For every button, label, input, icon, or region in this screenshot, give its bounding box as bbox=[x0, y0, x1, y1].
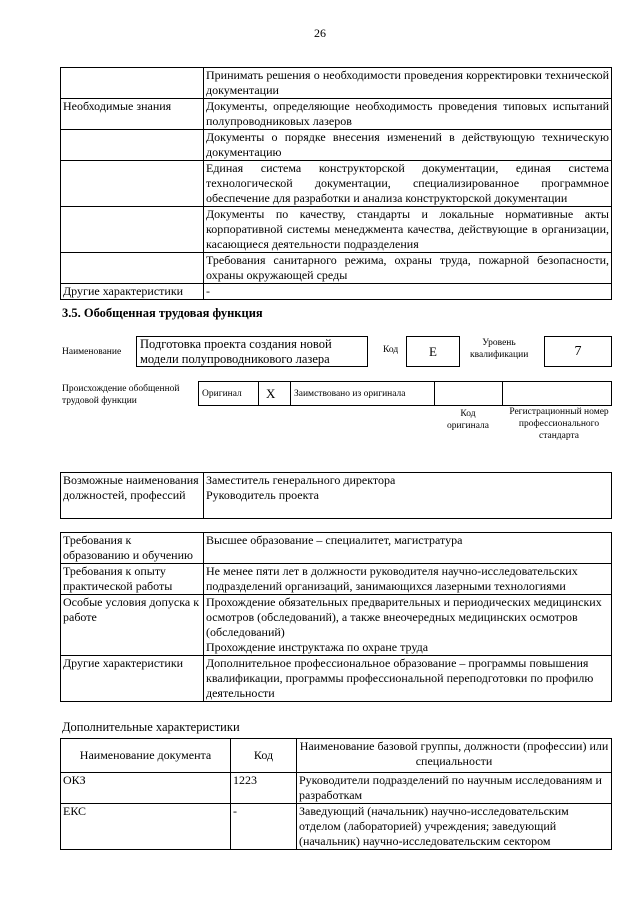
borrowed-label: Заимствовано из оригинала bbox=[294, 389, 406, 399]
table-row bbox=[61, 253, 612, 284]
table-row bbox=[61, 130, 612, 161]
req-label: Требования к образованию и обучению bbox=[61, 533, 204, 564]
position-item: Руководитель проекта bbox=[206, 488, 319, 502]
req-value bbox=[204, 533, 612, 564]
row-value: - bbox=[204, 284, 612, 300]
name-label: Наименование bbox=[62, 347, 122, 357]
positions-label: Возможные наименования должностей, профессий bbox=[61, 473, 204, 519]
original-label: Оригинал bbox=[202, 389, 242, 399]
row-label: Необходимые знания bbox=[61, 99, 204, 130]
code-value: E bbox=[406, 336, 460, 367]
req-value bbox=[204, 564, 612, 595]
header-doc: Наименование документа bbox=[61, 739, 231, 773]
divider bbox=[290, 381, 291, 406]
doc-cell: ЕКС bbox=[61, 804, 231, 850]
level-value: 7 bbox=[544, 336, 612, 367]
original-mark: X bbox=[266, 386, 276, 401]
origin-label: Происхождение обобщенной трудовой функции bbox=[62, 384, 180, 406]
position-item: Заместитель генерального директора bbox=[206, 473, 396, 487]
table-row bbox=[61, 533, 612, 564]
row-label bbox=[61, 130, 204, 161]
level-label: Уровень квалификации bbox=[470, 338, 529, 360]
row-value: Документы, определяющие необходимость проведения типовых испытаний полупроводниковых лазеров bbox=[204, 99, 612, 130]
code-cell: 1223 bbox=[231, 773, 297, 804]
req-line: Высшее образование – специалитет, магистратура bbox=[206, 533, 463, 547]
name-cell: Руководители подразделений по научным исследованиям и разработкам bbox=[297, 773, 612, 804]
table-header-row bbox=[61, 739, 612, 773]
divider bbox=[258, 381, 259, 406]
table-row bbox=[61, 595, 612, 656]
table-row bbox=[61, 99, 612, 130]
positions-values bbox=[204, 473, 612, 519]
req-label: Особые условия допуска к работе bbox=[61, 595, 204, 656]
row-value: Документы о порядке внесения изменений в действующую техническую документацию bbox=[204, 130, 612, 161]
additional-table bbox=[60, 738, 612, 850]
code-label: Код bbox=[383, 345, 399, 355]
table-row bbox=[61, 773, 612, 804]
req-label: Другие характеристики bbox=[61, 656, 204, 702]
doc-cell: ОКЗ bbox=[61, 773, 231, 804]
requirements-table bbox=[60, 532, 612, 702]
knowledge-table bbox=[60, 67, 612, 300]
page-number: 26 bbox=[314, 26, 326, 40]
name-value: Подготовка проекта создания новой модели полупроводникового лазера bbox=[136, 336, 368, 367]
header-name: Наименование базовой группы, должности (профессии) или специальности bbox=[297, 739, 612, 773]
req-line: Не менее пяти лет в должности руководителя научно-исследовательских подразделений организаций, занимающихся лазерными технологиями bbox=[206, 564, 578, 593]
req-line: Дополнительное профессиональное образование – программы повышения квалификации, программы профессиональной переподготовки по профилю деятельности bbox=[206, 656, 594, 700]
row-value: Документы по качеству, стандарты и локальные нормативные акты корпоративной системы менеджмента качества, действующие в организации, касающиеся деятельности подразделения bbox=[204, 207, 612, 253]
row-label bbox=[61, 253, 204, 284]
table-row bbox=[61, 804, 612, 850]
req-line: Прохождение обязательных предварительных и периодических медицинских осмотров (обследований), а также внеочередных медицинских осмотров (обследований) bbox=[206, 595, 602, 639]
req-line: Прохождение инструктажа по охране труда bbox=[206, 640, 429, 654]
row-value: Принимать решения о необходимости проведения корректировки технической документации bbox=[204, 68, 612, 99]
reg-number-label: Регистрационный номер профессионального стандарта bbox=[509, 407, 609, 441]
row-label bbox=[61, 161, 204, 207]
req-value bbox=[204, 656, 612, 702]
section-heading: 3.5. Обобщенная трудовая функция bbox=[62, 306, 263, 320]
row-label bbox=[61, 68, 204, 99]
table-row bbox=[61, 564, 612, 595]
table-row bbox=[61, 68, 612, 99]
req-value bbox=[204, 595, 612, 656]
row-label bbox=[61, 207, 204, 253]
table-row bbox=[61, 161, 612, 207]
name-cell: Заведующий (начальник) научно-исследовательским отделом (лабораторией) учреждения; заведующий (начальник) научно-исследовательским сектором bbox=[297, 804, 612, 850]
positions-table bbox=[60, 472, 612, 519]
row-label: Другие характеристики bbox=[61, 284, 204, 300]
divider bbox=[434, 381, 435, 406]
code-original-label: Код оригинала bbox=[447, 409, 489, 431]
row-value: Единая система конструкторской документации, единая система технологической документации, специализированное программное обеспечение для разработки и анализа конструкторской документации bbox=[204, 161, 612, 207]
code-cell: - bbox=[231, 804, 297, 850]
table-row bbox=[61, 284, 612, 300]
table-row bbox=[61, 473, 612, 519]
table-row bbox=[61, 656, 612, 702]
header-code: Код bbox=[231, 739, 297, 773]
req-label: Требования к опыту практической работы bbox=[61, 564, 204, 595]
divider bbox=[502, 381, 503, 406]
additional-heading: Дополнительные характеристики bbox=[62, 720, 240, 734]
row-value: Требования санитарного режима, охраны труда, пожарной безопасности, охраны окружающей среды bbox=[204, 253, 612, 284]
table-row bbox=[61, 207, 612, 253]
